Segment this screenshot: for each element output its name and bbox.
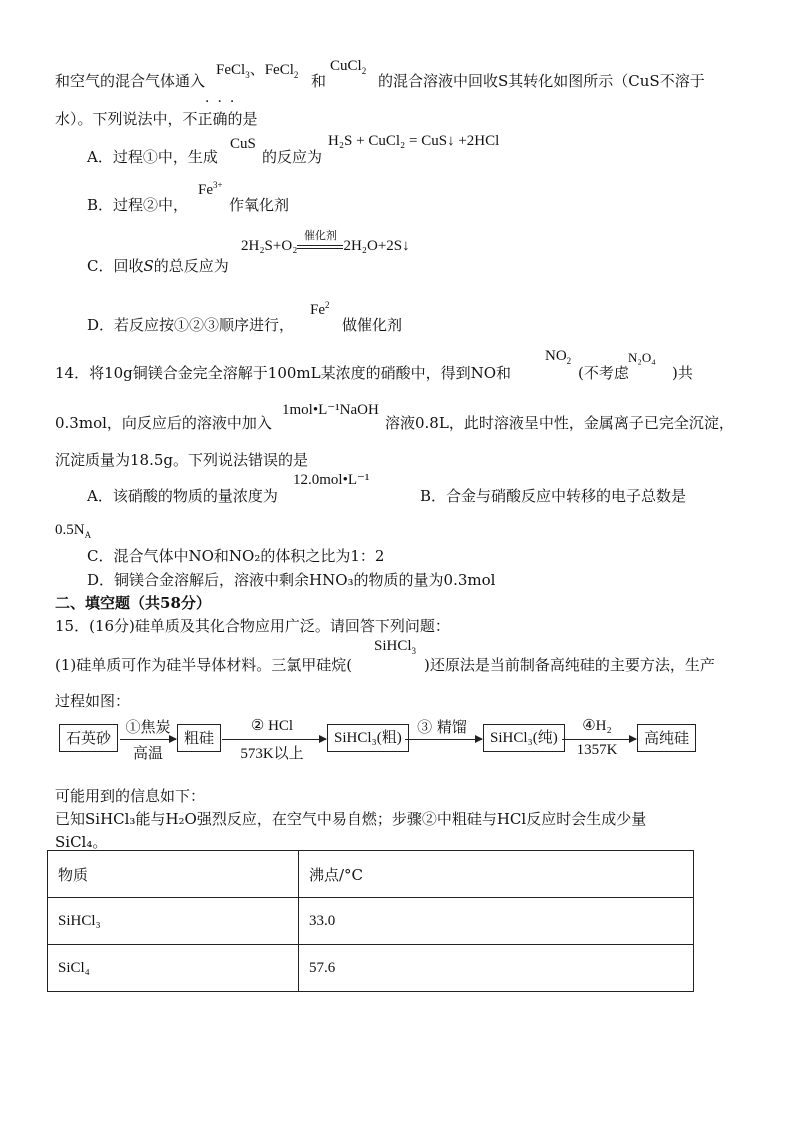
- flow-step1-bot: 高温: [132, 744, 163, 762]
- option-c-equation: [241, 229, 410, 255]
- no2-sub: 2: [566, 356, 572, 366]
- flow-arrow-4: [562, 739, 636, 740]
- sihcl3: SiHCl: [374, 638, 412, 654]
- q14-option-a: A．该硝酸的物质的量浓度为: [87, 487, 278, 505]
- catalyst-arrow: [297, 229, 343, 253]
- q15-p2: 过程如图：: [55, 692, 131, 710]
- table-header-cell: 物质: [48, 851, 299, 898]
- option-b-fe: [198, 180, 223, 199]
- q15-p1b: )还原法是当前制备高纯硅的主要方法，生产: [424, 656, 715, 674]
- q15-info: 可能用到的信息如下：: [55, 787, 206, 805]
- option-b-text2: 作氧化剂: [229, 196, 290, 214]
- cucl2: CuCl: [330, 58, 362, 74]
- intro-3c: 的是: [227, 110, 258, 128]
- no2-formula: [545, 348, 571, 366]
- q14-line-2: 0.3mol，向反应后的溶液中加入: [55, 414, 272, 432]
- table-cell: SiHCl₃: [48, 898, 299, 945]
- intro-line-1: [55, 70, 205, 91]
- catalyst-label: 催化剂: [303, 229, 337, 242]
- option-a-equation: H₂S + CuCl₂ = CuS↓ +2HCl: [328, 133, 500, 149]
- flow-box-sihcl3-crude: SiHCl₃(粗): [327, 724, 409, 752]
- q14-option-a-val: 12.0mol•L⁻¹: [293, 472, 370, 488]
- and-text: 和: [311, 72, 327, 90]
- flow-step2-top: ② HCl: [250, 718, 294, 734]
- q14-option-d: D．铜镁合金溶解后，溶液中剩余HNO₃的物质的量为0.3mol: [87, 571, 496, 589]
- intro-text-2: [378, 70, 705, 91]
- fecl2: FeCl: [264, 62, 294, 78]
- flow-step1-top: ①焦炭: [125, 718, 171, 736]
- fecl2-sub: 2: [293, 70, 299, 80]
- eq-left: 2H₂S+O₂: [241, 238, 298, 254]
- option-d-text2: 做催化剂: [342, 316, 403, 334]
- table-cell: 33.0: [299, 898, 694, 945]
- q15-note-2: SiCl₄。: [55, 833, 108, 851]
- option-d: [87, 314, 294, 335]
- fecl3-sub: 3: [245, 70, 250, 80]
- n2o4-formula: N₂O₄: [628, 350, 656, 365]
- table-cell: SiCl₄: [48, 945, 299, 992]
- b-sub: A: [84, 530, 92, 540]
- fe2: Fe: [310, 302, 325, 318]
- flow-box-pure-si: 高纯硅: [637, 724, 696, 752]
- flow-arrow-2: [222, 739, 326, 740]
- table-header-row: [48, 851, 694, 898]
- cucl2-formula: [330, 58, 366, 76]
- fecl3: FeCl: [216, 62, 246, 78]
- q14-line-3: 沉淀质量为18.5g。下列说法错误的是: [55, 451, 309, 469]
- option-b-text: B．过程②中，: [87, 196, 189, 214]
- flow-step2-bot: 573K以上: [240, 746, 304, 762]
- fe: Fe: [198, 182, 213, 198]
- no2: NO: [545, 348, 567, 364]
- flow-step4-top: ④H₂: [582, 718, 612, 734]
- option-a-text2: 的反应为: [262, 148, 323, 166]
- q14-l1c: )共: [672, 364, 693, 382]
- emphasis-dots: ···: [205, 94, 243, 110]
- option-a: [87, 146, 218, 167]
- b-val: 0.5N: [55, 522, 85, 538]
- option-c-text: C．回收: [87, 257, 144, 275]
- q15-title: 15．(16分)硅单质及其化合物应用广泛。请回答下列问题：: [55, 617, 450, 635]
- flow-step4-bot: 1357K: [576, 742, 618, 758]
- q14-option-b: B．合金与硝酸反应中转移的电子总数是: [420, 487, 687, 505]
- fe2-sup: 2: [325, 300, 330, 310]
- flow-box-sihcl3-pure: SiHCl₃(纯): [483, 724, 565, 752]
- flow-box-quartz: 石英砂: [59, 724, 118, 752]
- option-b: [87, 194, 188, 215]
- intro-text-2-span: 的混合溶液中回收S其转化如图所示（CuS不溶于: [378, 72, 705, 90]
- fecl3-formula: [216, 58, 298, 80]
- option-d-text: D．若反应按①②③顺序进行，: [87, 316, 295, 334]
- table-cell: 57.6: [299, 945, 694, 992]
- flow-arrow-3: [405, 739, 482, 740]
- intro-and: [311, 70, 326, 91]
- option-a-text: A．过程①中，生成: [87, 148, 218, 166]
- boiling-point-table: [47, 850, 694, 992]
- table-row: [48, 898, 694, 945]
- q14-line-1: 14．将10g铜镁合金完全溶解于100mL某浓度的硝酸中，得到NO和: [55, 364, 512, 382]
- q15-note-1: 已知SiHCl₃能与H₂O强烈反应，在空气中易自燃；步骤②中粗硅与HCl反应时会生成少量: [55, 810, 647, 828]
- fe-sup: 3+: [213, 180, 223, 190]
- intro-text: 和空气的混合气体通入: [55, 72, 206, 90]
- flow-step3-top: ③ 精馏: [417, 718, 467, 736]
- option-d-fe: [310, 300, 330, 319]
- q14-option-b-val: [55, 522, 91, 540]
- option-a-cus: CuS: [230, 136, 256, 152]
- section-heading: 二、填空题（共58分）: [55, 594, 211, 612]
- q15-p1a: (1)硅单质可作为硅半导体材料。三氯甲硅烷(: [55, 656, 353, 674]
- naoh-formula: 1mol•L⁻¹NaOH: [282, 402, 379, 418]
- cucl2-sub: 2: [361, 66, 367, 76]
- q14-l2b: 溶液0.8L，此时溶液呈中性，金属离子已完全沉淀，: [385, 414, 734, 432]
- sihcl3-formula: [374, 638, 416, 656]
- eq-right: 2H₂O+2S↓: [343, 238, 410, 254]
- q14-l1b: (不考虑: [578, 364, 629, 382]
- sep: 、: [249, 62, 265, 78]
- flow-arrow-1: [120, 739, 176, 740]
- s-symbol: S: [143, 257, 154, 275]
- intro-3a: 水）。下列说法中，: [55, 110, 183, 128]
- sihcl3-sub: 3: [411, 646, 417, 656]
- table-header-cell: 沸点/°C: [299, 851, 694, 898]
- not-correct: 不正确: [182, 110, 228, 128]
- option-c: [87, 255, 229, 276]
- option-c-text2: 的总反应为: [153, 257, 229, 275]
- q14-option-c: C．混合气体中NO和NO₂的体积之比为1：2: [87, 547, 385, 565]
- table-row: [48, 945, 694, 992]
- flow-box-crude-si: 粗硅: [177, 724, 221, 752]
- intro-line-3: [55, 108, 258, 129]
